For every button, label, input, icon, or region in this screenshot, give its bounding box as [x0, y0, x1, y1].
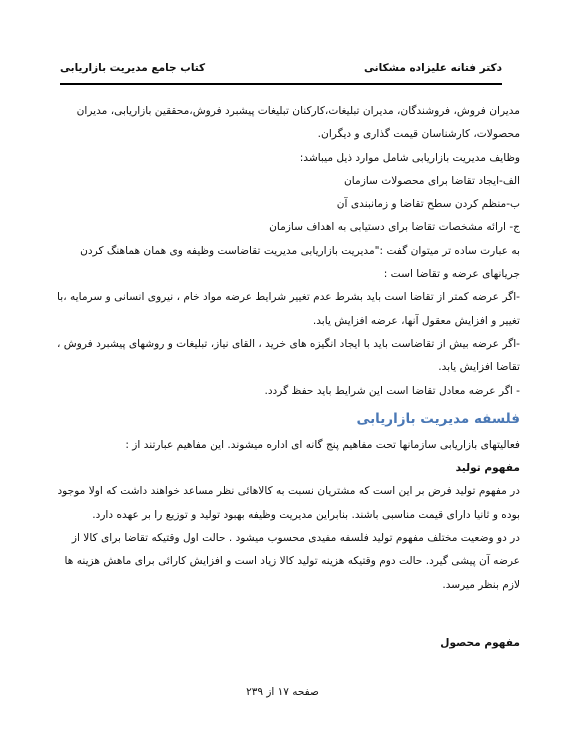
subheading: مفهوم تولید [455, 462, 520, 475]
paragraph: مدیران فروش، فروشندگان، مدیران تبلیغات،کارکنان تبلیغات پیشبرد فروش،محققین بازاریابی، مدیران محصولات، کارشناسان قیمت گذاری و دیگران. [76, 105, 520, 141]
header-divider [60, 83, 502, 85]
subheading: مفهوم محصول [440, 636, 520, 649]
paragraph: وظایف مدیریت بازاریابی شامل موارد ذیل میباشد: [299, 151, 520, 164]
paragraph: فعالیتهای بازاریابی سازمانها تحت مفاهیم پنج گانه ای اداره میشوند. این مفاهیم عبارتند از : [125, 438, 520, 451]
paragraph: در دو وضعیت مختلف مفهوم تولید فلسفه مفیدی محسوب میشود . حالت اول وقتیکه تقاضا برای کالا از عرضه آن پیشی گیرد. حالت دوم وقتیکه هزینه تولید کالا زیاد است و افزایش کارائی برای ماهش هزینه ها لازم بنظر میرسد. [64, 532, 520, 591]
section-heading: فلسفه مدیریت بازاریابی [356, 410, 520, 427]
spacer [46, 597, 520, 632]
page-number: صفحه ۱۷ از ۲۳۹ [246, 686, 319, 698]
page-body [46, 100, 520, 655]
list-item: ج- ارائه مشخصات تقاضا برای دستیابی به اهداف سازمان [269, 221, 520, 234]
header-book-title: کتاب جامع مدیریت بازاریابی [60, 62, 206, 74]
list-item: -اگر عرضه بیش از تقاضاست باید با ایجاد انگیزه های خرید ، القای نیاز، تبلیغات و روشهای پیشبرد فروش ، تقاضا افزایش یابد. [56, 337, 520, 374]
page-header [60, 62, 502, 80]
list-item: ب-منظم کردن سطح تقاضا و زمانبندی آن [336, 198, 520, 211]
paragraph: به عبارت ساده تر میتوان گفت :"مدیریت بازاریابی مدیریت تقاضاست وظیفه وی همان هماهنگ کردن جریانهای عرضه و تقاضا است : [80, 244, 520, 281]
list-item: -اگر عرضه کمتر از تقاضا است باید بشرط عدم تغییر شرایط عرضه مواد خام ، نیروی انسانی و سرمایه ،با تغییر و افزایش معقول آنها، عرضه افزایش یابد. [57, 291, 520, 327]
list-item: الف-ایجاد تقاضا برای محصولات سازمان [344, 174, 520, 187]
header-author: دکتر فتانه علیزاده مشکانی [364, 62, 502, 74]
list-item: - اگر عرضه معادل تقاضا است این شرایط باید حفظ گردد. [264, 384, 520, 397]
paragraph: در مفهوم تولید فرض بر این است که مشتریان نسبت به کالاهائی نظر مساعد خواهند داشت که اولا موجود بوده و ثانیا دارای قیمت مناسبی باشند. بنابراین مدیریت وظیفه بهبود تولید و توزیع را بر عهده دارد. [57, 485, 520, 521]
